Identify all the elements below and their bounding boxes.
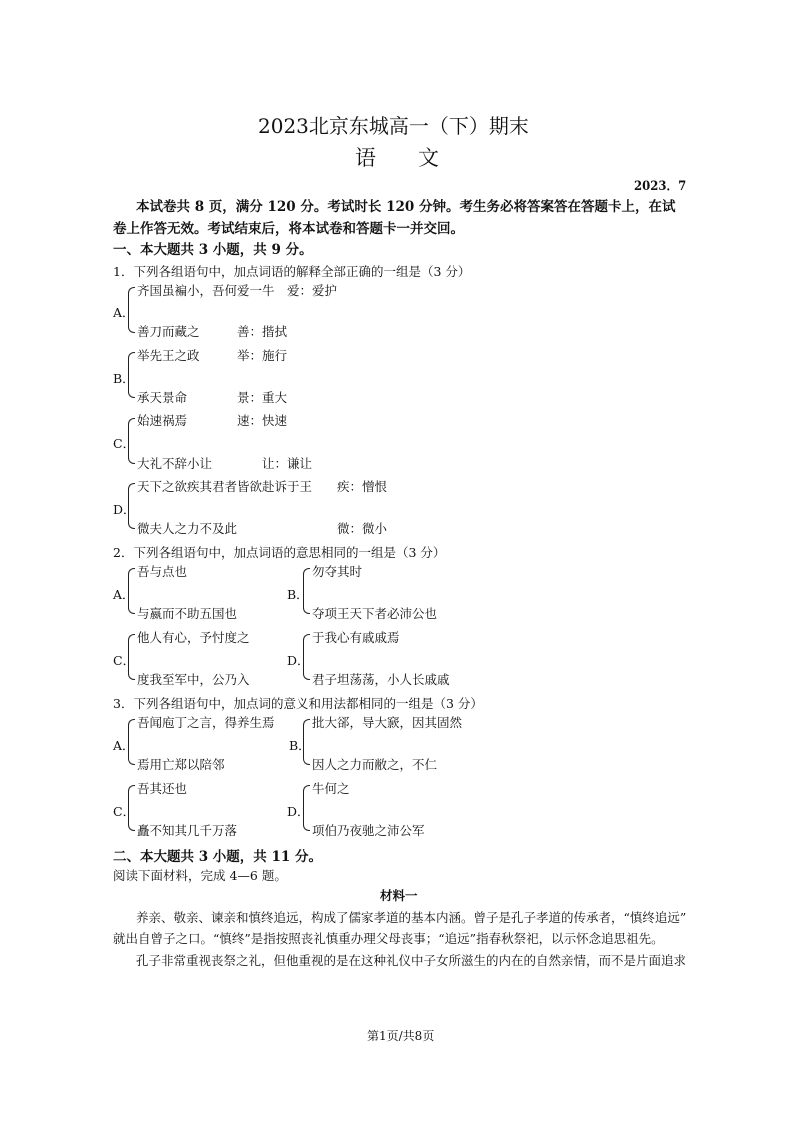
option-bottom: 微夫人之力不及此 微：微小 xyxy=(137,521,388,536)
q1-stem: 1．下列各组语句中，加点词语的解释全部正确的一组是（3 分） xyxy=(113,264,471,279)
option-top: 齐国虽褊小，吾何爱一牛 爱：爱护 xyxy=(137,283,338,298)
q2-stem: 2．下列各组语句中，加点词语的意思相同的一组是（3 分） xyxy=(113,545,446,560)
option-label: C． xyxy=(113,653,136,668)
subject-title: 语 文 xyxy=(355,146,439,170)
option-bottom: 度我至军中，公乃入 xyxy=(137,672,250,687)
material1-line-1: 养亲、敬亲、谏亲和慎终追远，构成了儒家孝道的基本内涵。曾子是孔子孝道的传承者，“慎终追远” xyxy=(136,910,687,925)
option-bottom: 项伯乃夜驰之沛公军 xyxy=(312,823,425,838)
option-label: C． xyxy=(113,804,136,819)
intro-line-2: 卷上作答无效。考试结束后，将本试卷和答题卡一并交回。 xyxy=(113,221,464,237)
option-top: 吾与点也 xyxy=(137,564,188,579)
option-label: A． xyxy=(113,587,135,602)
option-top: 天下之欲疾其君者皆欲赴诉于王 疾：憎恨 xyxy=(137,479,388,494)
section2-heading: 二、本大题共 3 小题，共 11 分。 xyxy=(113,849,322,865)
option-label: D． xyxy=(287,804,310,819)
option-top: 勿夺其时 xyxy=(312,564,363,579)
brace xyxy=(303,785,310,831)
material1-line-3: 孔子非常重视丧祭之礼，但他重视的是在这种礼仪中子女所滋生的内在的自然亲情，而不是片面追求 xyxy=(136,953,687,968)
page-footer: 第1页/共8页 xyxy=(367,1029,435,1043)
q3-stem: 3．下列各组语句中，加点词的意义和用法都相同的一组是（3 分） xyxy=(113,696,483,711)
material1-line-2: 就出自曾子之口。“慎终”是指按照丧礼慎重办理父母丧事；“追远”指春秋祭祀，以示怀念追思祖先。 xyxy=(113,931,664,946)
option-top: 于我心有戚戚焉 xyxy=(312,630,400,645)
option-bottom: 夺项王天下者必沛公也 xyxy=(312,606,438,621)
option-label: D． xyxy=(113,502,136,517)
option-top: 批大郤，导大窾，因其固然 xyxy=(312,715,463,730)
option-bottom: 君子坦荡荡，小人长戚戚 xyxy=(312,672,450,687)
brace xyxy=(128,568,135,614)
brace xyxy=(128,352,135,398)
option-label: C． xyxy=(113,436,136,451)
option-top: 始速祸焉 速：快速 xyxy=(137,413,288,428)
option-label: D． xyxy=(287,653,310,668)
section1-heading: 一、本大题共 3 小题，共 9 分。 xyxy=(113,242,313,258)
brace xyxy=(128,287,135,333)
option-top: 牛何之 xyxy=(312,781,350,796)
option-bottom: 承天景命 景：重大 xyxy=(137,390,288,405)
option-label: B． xyxy=(113,371,135,386)
brace xyxy=(128,719,135,765)
option-bottom: 大礼不辞小让 让：谦让 xyxy=(137,456,313,471)
brace xyxy=(128,418,135,464)
option-top: 吾闻庖丁之言，得养生焉 xyxy=(137,715,275,730)
option-bottom: 因人之力而敝之，不仁 xyxy=(312,757,438,772)
brace xyxy=(128,634,135,680)
option-top: 他人有心，予忖度之 xyxy=(137,630,250,645)
option-bottom: 与嬴而不助五国也 xyxy=(137,606,238,621)
exam-date: 2023．7 xyxy=(634,179,687,194)
brace xyxy=(303,719,310,765)
material1-title: 材料一 xyxy=(380,888,418,903)
option-bottom: 矗不知其几千万落 xyxy=(137,823,238,838)
brace xyxy=(303,634,310,680)
brace xyxy=(128,785,135,831)
option-bottom: 焉用亡郑以陪邻 xyxy=(137,757,225,772)
brace xyxy=(303,568,310,614)
option-top: 举先王之政 举：施行 xyxy=(137,348,288,363)
exam-title: 2023北京东城高一（下）期末 xyxy=(258,114,529,138)
brace xyxy=(128,483,135,529)
option-label: B． xyxy=(287,587,309,602)
section2-instruction: 阅读下面材料，完成 4—6 题。 xyxy=(113,868,287,883)
option-label: B． xyxy=(289,738,311,753)
intro-line-1: 本试卷共 8 页，满分 120 分。考试时长 120 分钟。考生务必将答案答在答题卡上，在试 xyxy=(136,199,676,215)
option-label: A． xyxy=(113,305,135,320)
option-label: A． xyxy=(113,738,135,753)
option-top: 吾其还也 xyxy=(137,781,188,796)
option-bottom: 善刀而藏之 善：揩拭 xyxy=(137,324,288,339)
